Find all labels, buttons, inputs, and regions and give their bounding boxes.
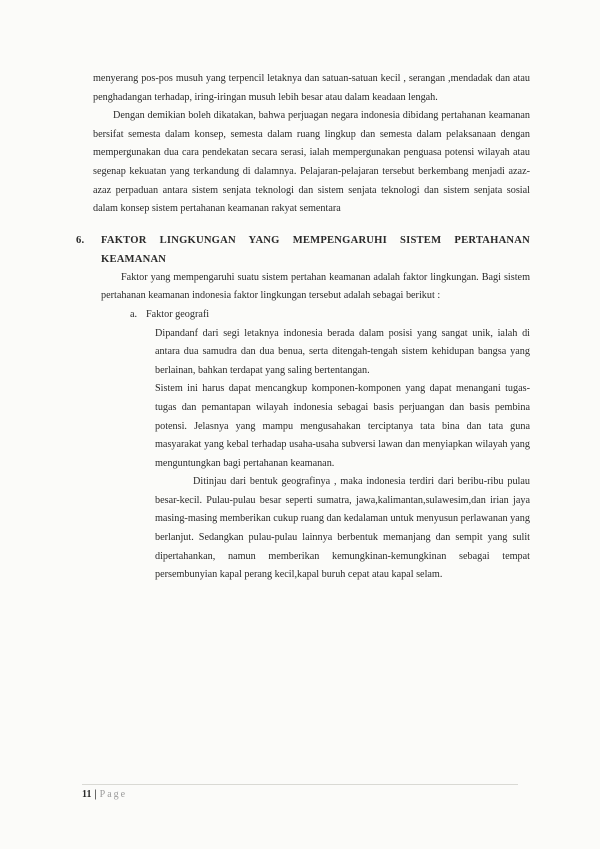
footer-separator: | <box>94 789 97 800</box>
paragraph-continuation: menyerang pos-pos musuh yang terpencil letaknya dan satuan-satuan kecil , serangan ,mendadak dan atau penghadangan terhadap, iring-iringan musuh lebih besar atau dalam keadaan lengah. <box>93 73 530 103</box>
page-word: Page <box>99 789 128 800</box>
subsection-title: Faktor geografi <box>146 308 210 320</box>
page-footer <box>82 784 518 800</box>
section-heading <box>76 231 530 269</box>
page-number: 11 <box>82 789 92 800</box>
geografi-paragraph-1: Dipandanf dari segi letaknya indonesia berada dalam posisi yang sangat unik, ialah di antara dua samudra dan dua benua, serta ditengah-tengah sistem kehidupan bangsa yang berlainan, bahkan terdapat yang saling bertentangan. <box>155 327 530 376</box>
section-title: FAKTOR LINGKUNGAN YANG MEMPENGARUHI SISTEM PERTAHANAN KEAMANAN <box>101 234 530 265</box>
subsection-label: a. <box>130 308 138 320</box>
paragraph-perjuangan: Dengan demikian boleh dikatakan, bahwa perjuagan negara indonesia dibidang pertahanan keamanan bersifat semesta dalam konsep, semesta dalam ruang lingkup dan semesta dalam pelaksanaan dengan mempergunakan dua cara pendekatan secara serasi, ialah mempergunakan penguasa potensi wilayah atau segenap kekuatan yang terkandung di dalamnya. Pelajaran-pelajaran tersebut berkembang menjadi azaz-azaz perpaduan antara sistem senjata teknologi dan sistem senjata teknologi dan sistem senjata sosial dalam konsep sistem pertahanan keamanan rakyat sementara <box>93 110 530 215</box>
page-content <box>76 70 530 585</box>
section-body <box>93 269 530 325</box>
subsection-a-body <box>93 325 530 585</box>
section-intro: Faktor yang mempengaruhi suatu sistem pertahan keamanan adalah faktor lingkungan. Bagi sistem pertahanan keamanan indonesia faktor lingkungan tersebut adalah sebagai berikut : <box>101 271 530 302</box>
geografi-paragraph-3: Ditinjau dari bentuk geografinya , maka indonesia terdiri dari beribu-ribu pulau besar-kecil. Pulau-pulau besar seperti sumatra, jawa,kalimantan,sulawesim,dan irian jaya masing-masing memberikan cukup ruang dan kedalaman untuk menyusun perlawanan yang berlanjut. Sedangkan pulau-pulau lainnya berbentuk memanjang dan sempit yang sulit dipertahankan, namun memberikan kemungkinan-kemungkinan sebagai tempat persembunyian kapal perang kecil,kapal buruh cepat atau kapal selam. <box>155 476 530 581</box>
geografi-paragraph-2: Sistem ini harus dapat mencangkup komponen-komponen yang dapat menangani tugas-tugas dan pemantapan wilayah indonesia sebagai basis perjuangan dan basis pembina potensi. Jelasnya yang mampu mengusahakan terciptanya tata bina dan tata guna masyarakat yang kebal terhadap usaha-usaha subversi lawan dan menyiapkan wilayah yang menguntungkan bagi pertahanan keamanan. <box>155 383 530 469</box>
section-number: 6. <box>76 234 85 246</box>
subsection-a-heading <box>101 306 530 325</box>
